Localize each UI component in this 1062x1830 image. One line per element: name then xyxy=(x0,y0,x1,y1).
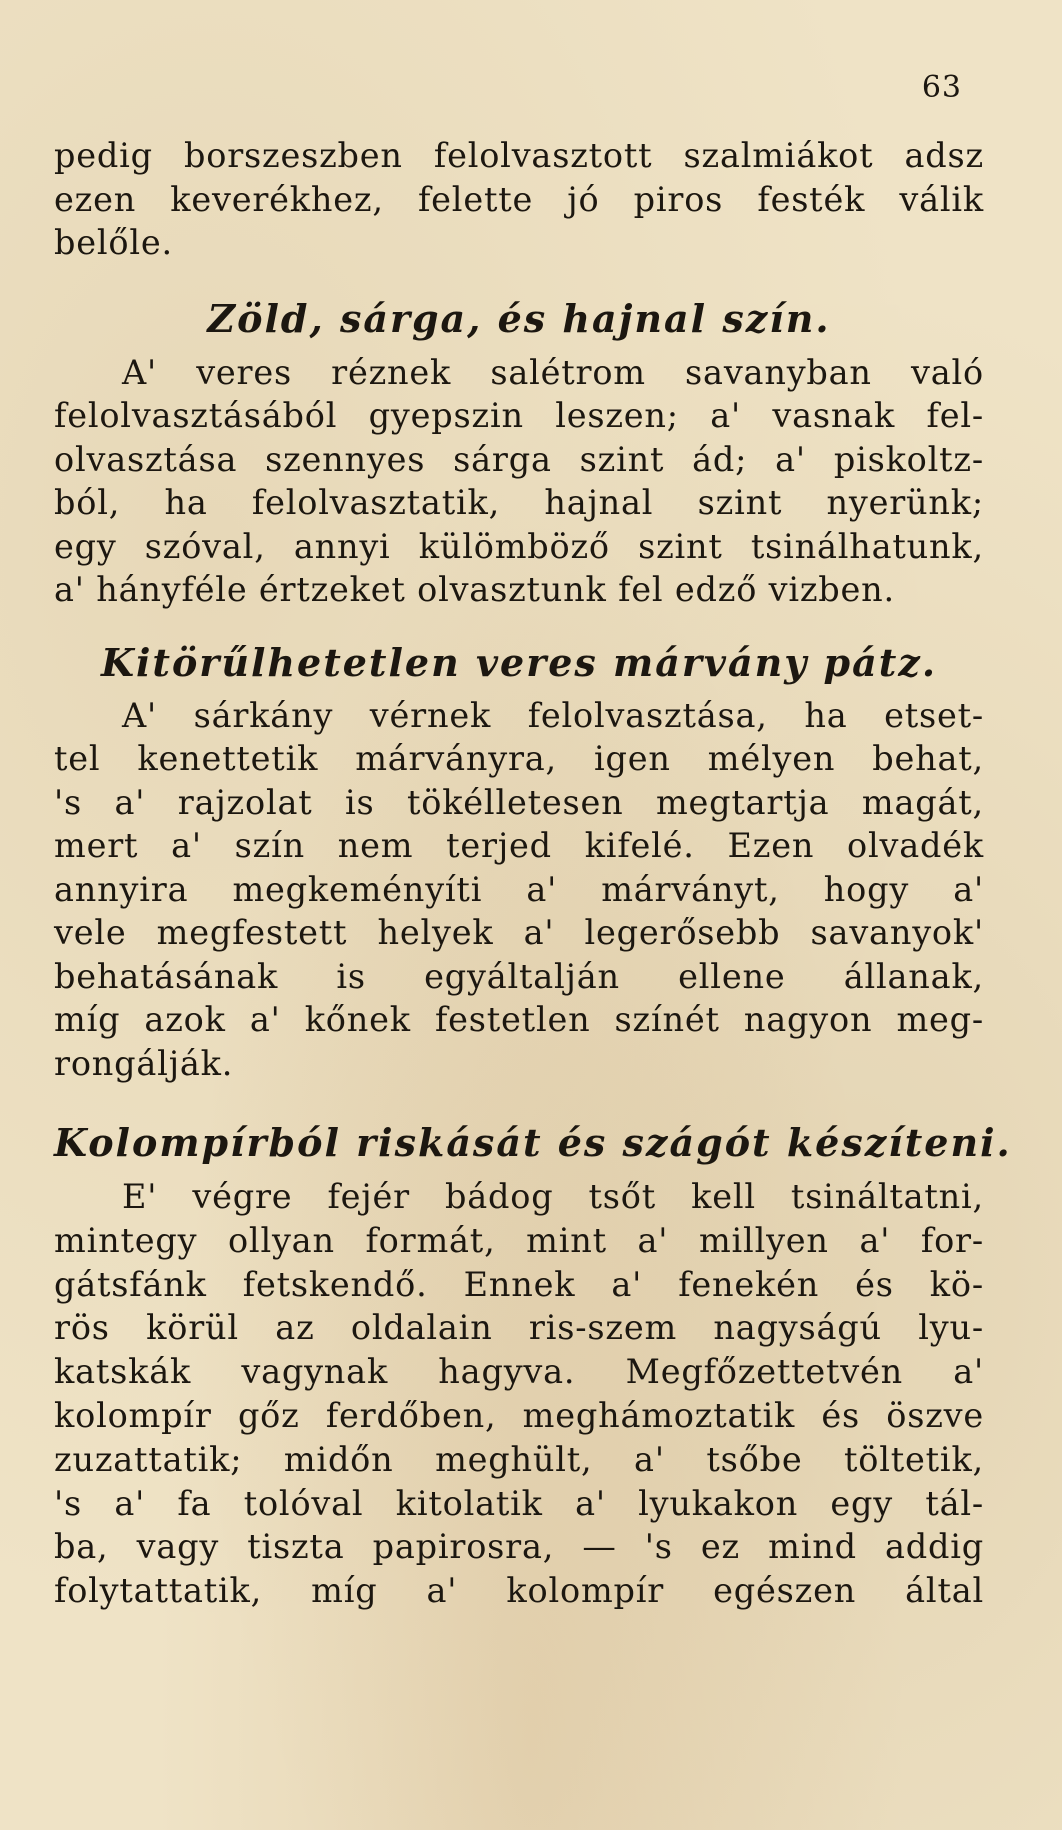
text-line: 's a' fa tolóval kitolatik a' lyukakon egy tál- xyxy=(54,1483,984,1523)
text-line: kolompír gőz ferdőben, meghámoztatik és öszve xyxy=(54,1395,984,1435)
section-paragraph xyxy=(54,1175,984,1613)
text-line: egy szóval, annyi külömböző szint tsinálhatunk, xyxy=(54,526,984,566)
text-line: rongálják. xyxy=(54,1043,234,1083)
text-line: míg azok a' kőnek festetlen színét nagyon meg- xyxy=(54,1000,984,1039)
text-line: behatásának is egyáltalján ellene állanak, xyxy=(54,956,984,996)
text-line: ezen keverékhez, felette jó piros festék válik xyxy=(54,179,984,219)
text-line: vele megfestett helyek a' legerősebb savanyok' xyxy=(54,913,984,952)
text-line: mert a' szín nem terjed kifelé. Ezen olvadék xyxy=(54,826,984,865)
text-block xyxy=(54,134,1012,1613)
text-line: pedig borszeszben felolvasztott szalmiákot adsz xyxy=(54,136,984,175)
text-line: mintegy ollyan formát, mint a' millyen a' for- xyxy=(54,1220,984,1260)
text-line: a' hányféle értzeket olvasztunk fel edző vizben. xyxy=(54,570,895,609)
section-marvany-patz xyxy=(54,632,984,1086)
section-heading: Kitörűlhetetlen veres márvány pátz. xyxy=(100,639,938,685)
text-line: zuzattatik; midőn meghült, a' tsőbe töltetik, xyxy=(54,1439,984,1479)
text-line: belőle. xyxy=(54,223,173,262)
section-paragraph xyxy=(54,351,984,612)
text-line: olvasztása szennyes sárga szint ád; a' piskoltz- xyxy=(54,439,984,479)
text-line: annyira megkeményíti a' márványt, hogy a' xyxy=(54,869,984,909)
text-line: gátsfánk fetskendő. Ennek a' fenekén és kö- xyxy=(54,1264,984,1304)
text-line: ba, vagy tiszta papirosra, — 's ez mind addig xyxy=(54,1527,984,1567)
page-number: 63 xyxy=(921,70,962,105)
text-line: E' végre fejér bádog tsőt kell tsináltatni, xyxy=(122,1177,984,1216)
text-line: folytattatik, míg a' kolompír egészen által xyxy=(54,1571,984,1611)
section-zold-sarga xyxy=(54,287,984,612)
section-heading: Kolompírból riskását és szágót készíteni. xyxy=(54,1120,1012,1165)
text-line: ból, ha felolvasztatik, hajnal szint nyerünk; xyxy=(54,483,984,522)
text-line: A' veres réznek salétrom savanyban való xyxy=(122,352,984,392)
text-line: A' sárkány vérnek felolvasztása, ha etset- xyxy=(122,695,984,735)
text-line: katskák vagynak hagyva. Megfőzettetvén a' xyxy=(54,1352,984,1392)
text-line: rös körül az oldalain ris-szem nagyságú lyu- xyxy=(54,1308,984,1348)
intro-paragraph xyxy=(54,134,984,265)
section-paragraph xyxy=(54,694,984,1086)
text-line: felolvasztásából gyepszin leszen; a' vasnak fel- xyxy=(54,396,984,435)
section-kolompir xyxy=(54,1111,1012,1613)
text-line: tel kenettetik márványra, igen mélyen behat, xyxy=(54,739,984,778)
section-heading: Zöld, sárga, és hajnal szín. xyxy=(207,295,831,341)
text-line: 's a' rajzolat is tökélletesen megtartja magát, xyxy=(54,782,984,822)
